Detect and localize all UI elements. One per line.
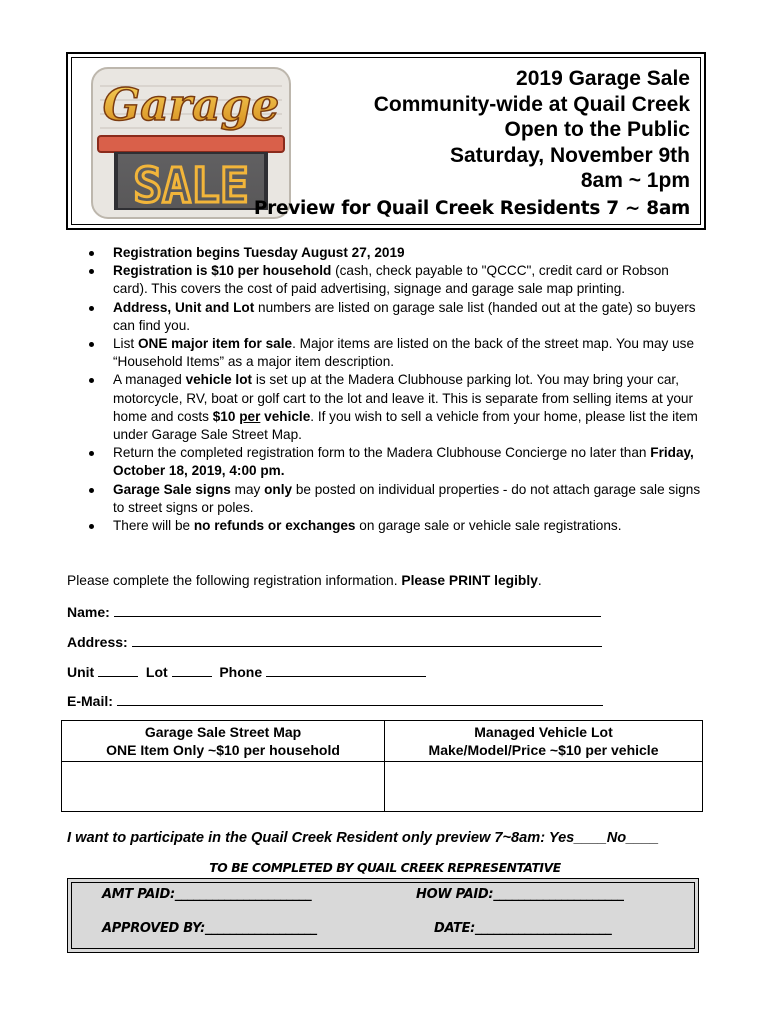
phone-field[interactable] xyxy=(266,663,426,677)
bullet-bold: $10 xyxy=(212,408,236,424)
logo-word-sale: SALE xyxy=(133,158,249,214)
bullet-dot xyxy=(89,251,94,256)
bullet-bold: vehicle xyxy=(264,408,311,424)
bullet-address xyxy=(67,299,707,335)
bullet-dot xyxy=(89,306,94,311)
bullet-vehicle-lot xyxy=(67,371,707,444)
bullet-text: (cash, check payable to "QCCC", credit card or Robson card). This covers the cost of paid advertising, signage and garage sale map printing. xyxy=(113,263,669,297)
address-row xyxy=(67,633,602,650)
title-line-4: Saturday, November 9th xyxy=(449,143,690,167)
bullet-major-item xyxy=(67,335,707,371)
email-field[interactable] xyxy=(117,692,603,706)
email-row xyxy=(67,692,603,709)
form-intro xyxy=(67,573,542,588)
unit-lot-phone-row xyxy=(67,663,426,680)
representative-box xyxy=(67,878,699,953)
bullet-registration-date xyxy=(67,244,707,262)
lot-field[interactable] xyxy=(172,663,212,677)
approved-by-field[interactable]: APPROVED BY:__________________ xyxy=(102,921,317,936)
address-field[interactable] xyxy=(132,633,602,647)
bullet-text: List xyxy=(113,336,138,352)
phone-label: Phone xyxy=(219,664,263,680)
street-map-header-line2: ONE Item Only ~$10 per household xyxy=(106,742,340,758)
info-bullet-list xyxy=(67,244,707,535)
street-map-header-line1: Garage Sale Street Map xyxy=(144,724,302,740)
title-line-3: Open to the Public xyxy=(504,118,690,141)
bullet-no-refunds xyxy=(67,517,707,535)
bullet-dot xyxy=(89,451,94,456)
bullet-text: Return the completed registration form to the Madera Clubhouse Concierge no later than xyxy=(113,445,651,461)
bullet-bold: Registration is $10 per household xyxy=(113,263,332,279)
title-line-2: Community-wide at Quail Creek xyxy=(373,92,690,116)
bullet-dot xyxy=(89,342,94,347)
bullet-bold-underline: per xyxy=(239,408,261,424)
bullet-text: may xyxy=(230,481,265,497)
address-label: Address: xyxy=(67,634,128,650)
bullet-text: numbers are listed on garage sale list (handed out at the gate) so buyers can find you. xyxy=(113,299,696,333)
lot-label: Lot xyxy=(145,664,168,680)
street-map-item-cell[interactable] xyxy=(62,762,385,812)
bullet-text: A managed xyxy=(113,372,186,388)
bullet-registration-fee xyxy=(67,262,707,298)
bullet-text: There will be xyxy=(113,518,194,534)
bullet-bold: Friday, October 18, 2019, 4:00 pm. xyxy=(113,445,694,479)
vehicle-lot-item-cell[interactable] xyxy=(385,762,703,812)
logo-word-garage: Garage xyxy=(102,80,280,131)
items-table-entry-row xyxy=(62,762,703,812)
bullet-text: Registration begins Tuesday August 27, 2019 xyxy=(113,245,405,260)
bullet-dot xyxy=(89,488,94,493)
bullet-return-form xyxy=(67,444,707,480)
title-line-1: 2019 Garage Sale xyxy=(516,67,690,90)
bullet-signs xyxy=(67,481,707,517)
bullet-bold: vehicle lot xyxy=(185,372,253,388)
bullet-bold: Garage Sale signs xyxy=(113,481,231,497)
unit-field[interactable] xyxy=(98,663,138,677)
name-row xyxy=(67,603,601,620)
header-title-block xyxy=(254,66,690,222)
bullet-bold: ONE major item for sale xyxy=(137,336,293,352)
preview-line: Preview for Quail Creek Residents 7 ~ 8am xyxy=(253,197,690,219)
preview-participation-question[interactable]: I want to participate in the Quail Creek Resident only preview 7~8am: Yes____No____ xyxy=(67,830,659,846)
vehicle-lot-header-line2: Make/Model/Price ~$10 per vehicle xyxy=(428,742,659,758)
items-table xyxy=(61,720,703,812)
bullet-bold: only xyxy=(264,481,293,497)
email-label: E-Mail: xyxy=(67,693,113,709)
vehicle-lot-header xyxy=(385,721,703,762)
representative-section-title: TO BE COMPLETED BY QUAIL CREEK REPRESENTATIVE xyxy=(209,861,561,875)
name-field[interactable] xyxy=(114,603,601,617)
date-field[interactable]: DATE:______________________ xyxy=(434,921,612,936)
title-line-5: 8am ~ 1pm xyxy=(580,169,690,192)
bullet-bold: Address, Unit and Lot xyxy=(113,299,255,315)
form-intro-text: Please complete the following registration information. xyxy=(67,573,402,588)
form-intro-end: . xyxy=(537,573,542,588)
amt-paid-field[interactable]: AMT PAID:______________________ xyxy=(102,887,312,902)
bullet-text: . If you wish to sell a vehicle from your home, please list the item under Garage Sale Street Map. xyxy=(113,408,698,443)
name-label: Name: xyxy=(67,604,110,620)
vehicle-lot-header-line1: Managed Vehicle Lot xyxy=(474,724,613,740)
form-intro-bold: Please PRINT legibly xyxy=(401,573,538,588)
how-paid-field[interactable]: HOW PAID:_____________________ xyxy=(416,887,624,902)
bullet-dot xyxy=(89,378,94,383)
bullet-dot xyxy=(89,524,94,529)
items-table-header xyxy=(62,721,703,762)
bullet-bold: no refunds or exchanges xyxy=(193,518,356,534)
header-box xyxy=(66,52,706,230)
bullet-dot xyxy=(89,269,94,274)
unit-label: Unit xyxy=(67,664,95,680)
bullet-text: on garage sale or vehicle sale registrations. xyxy=(355,518,622,534)
bullet-text: . Major items are listed on the back of the street map. You may use “Household Items” as a major item description. xyxy=(113,336,695,370)
street-map-header xyxy=(62,721,385,762)
bullet-text: is set up at the Madera Clubhouse parking lot. You may bring your car, motorcycle, RV, boat or golf cart to the lot and leave it. This is separate from selling items at your home and costs xyxy=(113,372,694,424)
bullet-text: be posted on individual properties - do not attach garage sale signs to street signs or poles. xyxy=(113,481,701,515)
